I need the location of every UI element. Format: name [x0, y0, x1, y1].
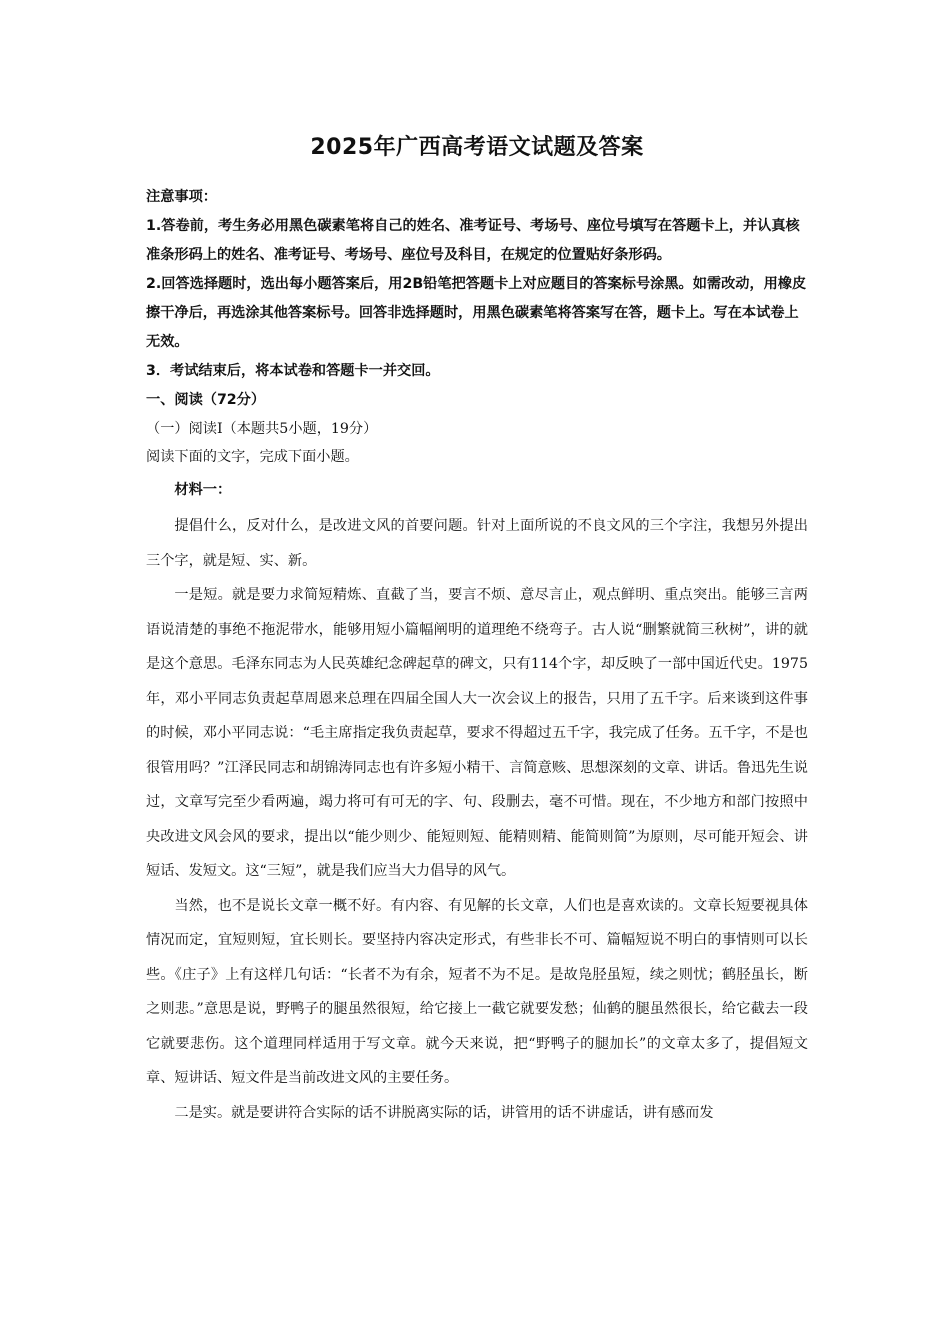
- paragraph: 提倡什么，反对什么，是改进文风的首要问题。针对上面所说的不良文风的三个字注，我想另外提出三个字，就是短、实、新。: [146, 518, 808, 569]
- material-label: 材料一：: [174, 482, 232, 498]
- note-item-3: 3．考试结束后，将本试卷和答题卡一并交回。: [146, 363, 440, 379]
- paragraph: 二是实。就是要讲符合实际的话不讲脱离实际的话，讲管用的话不讲虚话，讲有感而发: [174, 1104, 714, 1121]
- notes-heading: 注意事项：: [146, 189, 217, 205]
- section-heading: 一、阅读（72分）: [146, 392, 266, 408]
- instruction-text: 阅读下面的文字，完成下面小题。: [146, 449, 359, 465]
- paragraph: 当然，也不是说长文章一概不好。有内容、有见解的长文章，人们也是喜欢读的。文章长短要视具体情况而定，宜短则短，宜长则长。要坚持内容决定形式，有些非长不可、篇幅短说不明白的事情则可以长些。《庄子》上有这样几句话：“长者不为有余，短者不为不足。是故凫胫虽短，续之则忧；鹤胫虽长，断之则悲。”意思是说，野鸭子的腿虽然很短，给它接上一截它就要发愁；仙鹤的腿虽然很长，给它截去一段它就要悲伤。这个道理同样适用于写文章。就今天来说，把“野鸭子的腿加长”的文章太多了，提倡短文章、短讲话、短文件是当前改进文风的主要任务。: [146, 897, 808, 1086]
- note-item-1: 1.答卷前，考生务必用黑色碳素笔将自己的姓名、准考证号、考场号、座位号填写在答题卡上，并认真核准条形码上的姓名、准考证号、考场号、座位号及科目，在规定的位置贴好条形码。: [146, 218, 800, 263]
- paragraph: 一是短。就是要力求简短精炼、直截了当，要言不烦、意尽言止，观点鲜明、重点突出。能够三言两语说清楚的事绝不拖泥带水，能够用短小篇幅阐明的道理绝不绕弯子。古人说“删繁就简三秋树”，讲的就是这个意思。毛泽东同志为人民英雄纪念碑起草的碑文，只有114个字，却反映了一部中国近代史。1975年，邓小平同志负责起草周恩来总理在四届全国人大一次会议上的报告，只用了五千字。后来谈到这件事的时候，邓小平同志说：“毛主席指定我负责起草，要求不得超过五千字，我完成了任务。五千字，不是也很管用吗？”江泽民同志和胡锦涛同志也有许多短小精干、言简意赅、思想深刻的文章、讲话。鲁迅先生说过，文章写完至少看两遍，竭力将可有可无的字、句、段删去，毫不可惜。现在，不少地方和部门按照中央改进文风会风的要求，提出以“能少则少、能短则短、能精则精、能简则简”为原则，尽可能开短会、讲短话、发短文。这“三短”，就是我们应当大力倡导的风气。: [146, 587, 808, 879]
- note-item-2: 2.回答选择题时，选出每小题答案后，用2B铅笔把答题卡上对应题目的答案标号涂黑。如需改动，用橡皮擦干净后，再选涂其他答案标号。回答非选择题时，用黑色碳素笔将答案写在答，题卡上。写在本试卷上无效。: [146, 276, 807, 350]
- subsection-heading: （一）阅读Ⅰ（本题共5小题，19分）: [146, 421, 378, 437]
- exam-page: [146, 118, 808, 1130]
- page-title: 2025年广西高考语文试题及答案: [310, 135, 644, 160]
